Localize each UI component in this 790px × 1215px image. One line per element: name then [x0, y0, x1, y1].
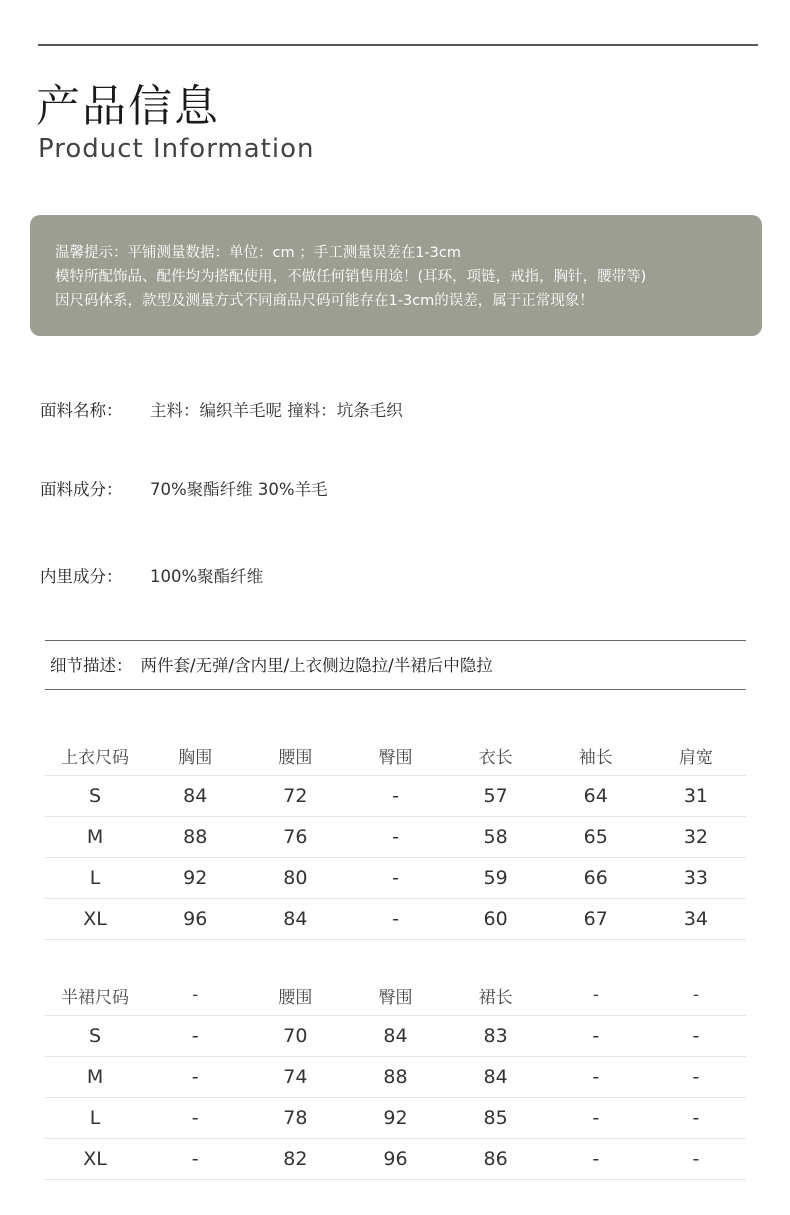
table-cell: 78: [245, 1098, 345, 1139]
detail-top-divider: [45, 640, 746, 641]
top-divider: [38, 44, 758, 46]
detail-label: 细节描述：: [50, 656, 133, 675]
table-cell: 33: [646, 858, 746, 899]
table-cell: -: [646, 1139, 746, 1180]
table-cell: 58: [446, 817, 546, 858]
table-cell: 80: [245, 858, 345, 899]
lining-composition-row: [40, 563, 263, 587]
table-row: [45, 899, 746, 940]
table-cell: 85: [446, 1098, 546, 1139]
table-cell: 88: [145, 817, 245, 858]
header-cell: -: [646, 975, 746, 1016]
table-row: [45, 1057, 746, 1098]
table-cell: -: [145, 1057, 245, 1098]
detail-bottom-divider: [45, 689, 746, 690]
field-value: 70%聚酯纤维 30%羊毛: [150, 480, 328, 499]
table-row: [45, 776, 746, 817]
table-cell: 92: [145, 858, 245, 899]
table-cell: 96: [345, 1139, 445, 1180]
table-cell: 67: [546, 899, 646, 940]
table-cell: -: [546, 1139, 646, 1180]
table-cell: 72: [245, 776, 345, 817]
field-value: 主料：编织羊毛呢 撞料：坑条毛织: [150, 401, 403, 420]
table-cell: M: [45, 1057, 145, 1098]
table-cell: -: [646, 1057, 746, 1098]
table-row: [45, 1139, 746, 1180]
header-cell: 上衣尺码: [45, 735, 145, 776]
table-cell: 65: [546, 817, 646, 858]
table-cell: -: [345, 817, 445, 858]
table-cell: -: [546, 1098, 646, 1139]
table-row: [45, 858, 746, 899]
table-cell: 31: [646, 776, 746, 817]
table-cell: 57: [446, 776, 546, 817]
header-cell: 胸围: [145, 735, 245, 776]
table-cell: -: [145, 1098, 245, 1139]
table-cell: 88: [345, 1057, 445, 1098]
table-row: [45, 1016, 746, 1057]
table-cell: -: [546, 1016, 646, 1057]
header-cell: 衣长: [446, 735, 546, 776]
page-title: 产品信息: [36, 81, 220, 132]
fabric-name-row: [40, 397, 403, 421]
header-cell: 裙长: [446, 975, 546, 1016]
table-cell: 84: [446, 1057, 546, 1098]
field-label: 面料成分：: [40, 480, 123, 499]
header-cell: 腰围: [245, 975, 345, 1016]
table-cell: L: [45, 858, 145, 899]
header-cell: 袖长: [546, 735, 646, 776]
table-cell: 84: [345, 1016, 445, 1057]
table-cell: -: [145, 1139, 245, 1180]
table-cell: -: [646, 1098, 746, 1139]
table-cell: S: [45, 776, 145, 817]
header-cell: 肩宽: [646, 735, 746, 776]
detail-description-row: [50, 652, 493, 676]
table-cell: 84: [245, 899, 345, 940]
page-subtitle: Product Information: [38, 134, 315, 164]
table-cell: 86: [446, 1139, 546, 1180]
table-cell: 82: [245, 1139, 345, 1180]
table-cell: 66: [546, 858, 646, 899]
header-cell: -: [546, 975, 646, 1016]
table-cell: 92: [345, 1098, 445, 1139]
table-cell: 84: [145, 776, 245, 817]
header-cell: 臀围: [345, 735, 445, 776]
skirt-size-table: [45, 975, 746, 1180]
top-size-table: [45, 735, 746, 940]
table-header-row: [45, 975, 746, 1016]
table-cell: 60: [446, 899, 546, 940]
table-cell: 64: [546, 776, 646, 817]
field-value: 100%聚酯纤维: [150, 567, 264, 586]
field-label: 面料名称：: [40, 401, 123, 420]
header-cell: 臀围: [345, 975, 445, 1016]
table-cell: -: [145, 1016, 245, 1057]
header-cell: 半裙尺码: [45, 975, 145, 1016]
header-cell: 腰围: [245, 735, 345, 776]
header-cell: -: [145, 975, 245, 1016]
fabric-composition-row: [40, 476, 328, 500]
table-cell: 59: [446, 858, 546, 899]
table-cell: 34: [646, 899, 746, 940]
table-header-row: [45, 735, 746, 776]
table-cell: S: [45, 1016, 145, 1057]
notice-line: 因尺码体系，款型及测量方式不同商品尺码可能存在1-3cm的误差，属于正常现象！: [55, 293, 594, 309]
table-cell: 76: [245, 817, 345, 858]
table-cell: 83: [446, 1016, 546, 1057]
table-cell: 96: [145, 899, 245, 940]
table-cell: 70: [245, 1016, 345, 1057]
table-cell: -: [345, 858, 445, 899]
notice-line: 温馨提示：平铺测量数据：单位：cm ；手工测量误差在1-3cm: [55, 245, 461, 261]
field-label: 内里成分：: [40, 567, 123, 586]
table-cell: XL: [45, 899, 145, 940]
table-cell: L: [45, 1098, 145, 1139]
table-row: [45, 1098, 746, 1139]
detail-value: 两件套/无弹/含内里/上衣侧边隐拉/半裙后中隐拉: [140, 656, 493, 675]
table-cell: -: [345, 899, 445, 940]
notice-box: [30, 215, 762, 336]
table-cell: XL: [45, 1139, 145, 1180]
table-row: [45, 817, 746, 858]
table-cell: -: [546, 1057, 646, 1098]
table-cell: 74: [245, 1057, 345, 1098]
table-cell: -: [646, 1016, 746, 1057]
notice-line: 模特所配饰品、配件均为搭配使用，不做任何销售用途！(耳环，项链，戒指，胸针，腰带等): [55, 269, 647, 285]
table-cell: M: [45, 817, 145, 858]
table-cell: 32: [646, 817, 746, 858]
table-cell: -: [345, 776, 445, 817]
